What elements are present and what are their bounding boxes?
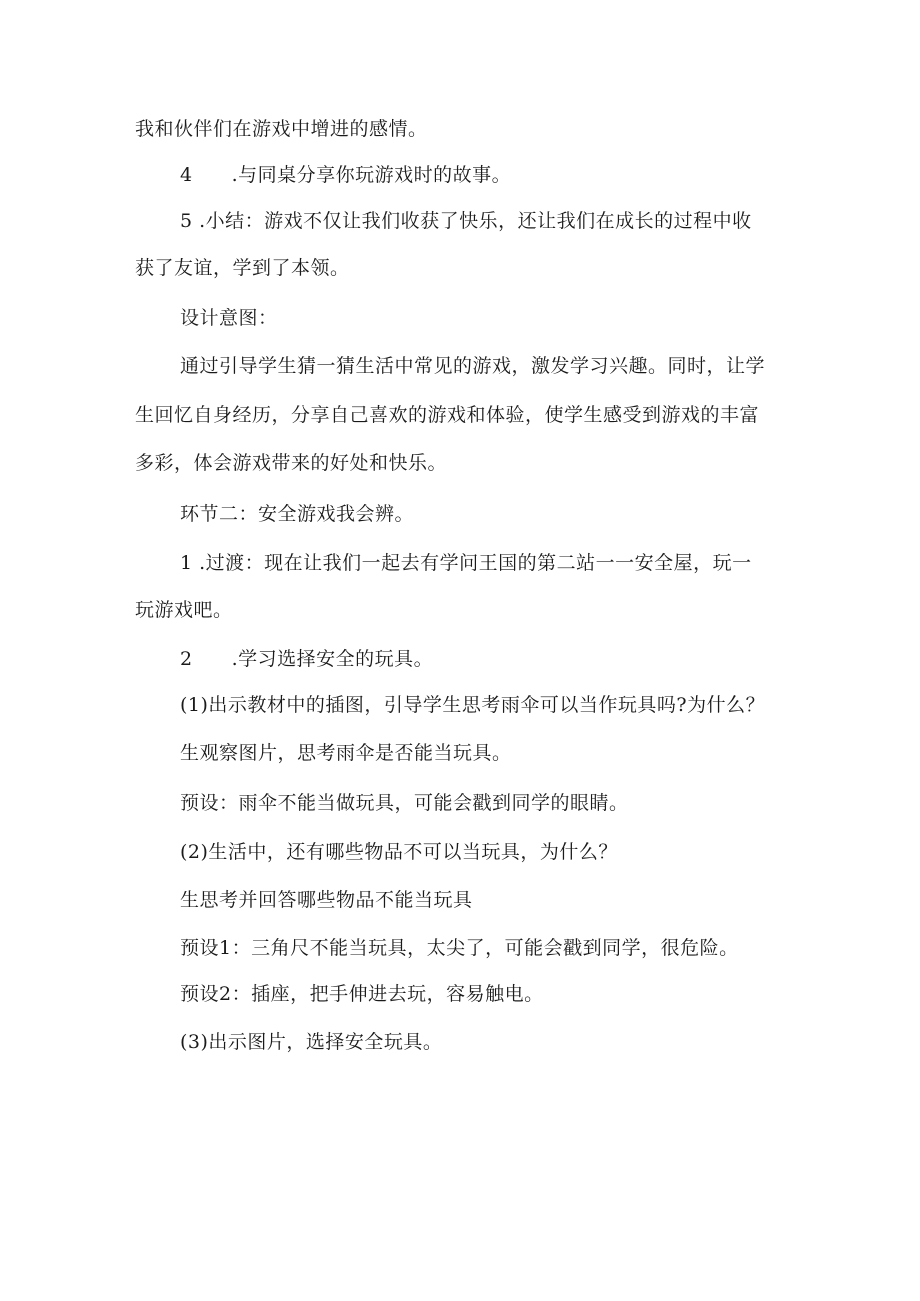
text-line-2: 4 .与同桌分享你玩游戏时的故事。 [180, 164, 512, 186]
text-line-16: (2)生活中，还有哪些物品不可以当玩具，为什么？ [180, 841, 618, 863]
text-line-10: 1 .过渡：现在让我们一起去有学问王国的第二站一一安全屋，玩一 [180, 552, 752, 574]
text-line-14: 生观察图片，思考雨伞是否能当玩具。 [180, 742, 512, 764]
text-line-11: 玩游戏吧。 [135, 599, 233, 621]
text-line-9: 环节二：安全游戏我会辨。 [180, 503, 415, 525]
text-line-7: 生回忆自身经历，分享自己喜欢的游戏和体验，使学生感受到游戏的丰富 [135, 404, 760, 426]
text-line-1: 我和伙伴们在游戏中增进的感情。 [135, 118, 428, 140]
text-line-5: 设计意图： [180, 307, 278, 329]
text-line-19: 预设2：插座，把手伸进去玩，容易触电。 [180, 983, 544, 1005]
text-line-8: 多彩，体会游戏带来的好处和快乐。 [135, 452, 448, 474]
text-line-20: (3)出示图片，选择安全玩具。 [180, 1031, 443, 1053]
text-line-15: 预设：雨伞不能当做玩具，可能会戳到同学的眼睛。 [180, 792, 629, 814]
text-line-6: 通过引导学生猜一猜生活中常见的游戏，激发学习兴趣。同时，让学 [180, 355, 766, 377]
text-line-18: 预设1：三角尺不能当玩具，太尖了，可能会戳到同学，很危险。 [180, 937, 739, 959]
text-line-3: 5 .小结：游戏不仅让我们收获了快乐，还让我们在成长的过程中收 [180, 210, 752, 232]
text-line-4: 获了友谊，学到了本领。 [135, 257, 350, 279]
text-line-13: (1)出示教材中的插图，引导学生思考雨伞可以当作玩具吗?为什么？ [180, 694, 766, 716]
text-line-12: 2 .学习选择安全的玩具。 [180, 648, 434, 670]
text-line-17: 生思考并回答哪些物品不能当玩具 [180, 889, 473, 911]
